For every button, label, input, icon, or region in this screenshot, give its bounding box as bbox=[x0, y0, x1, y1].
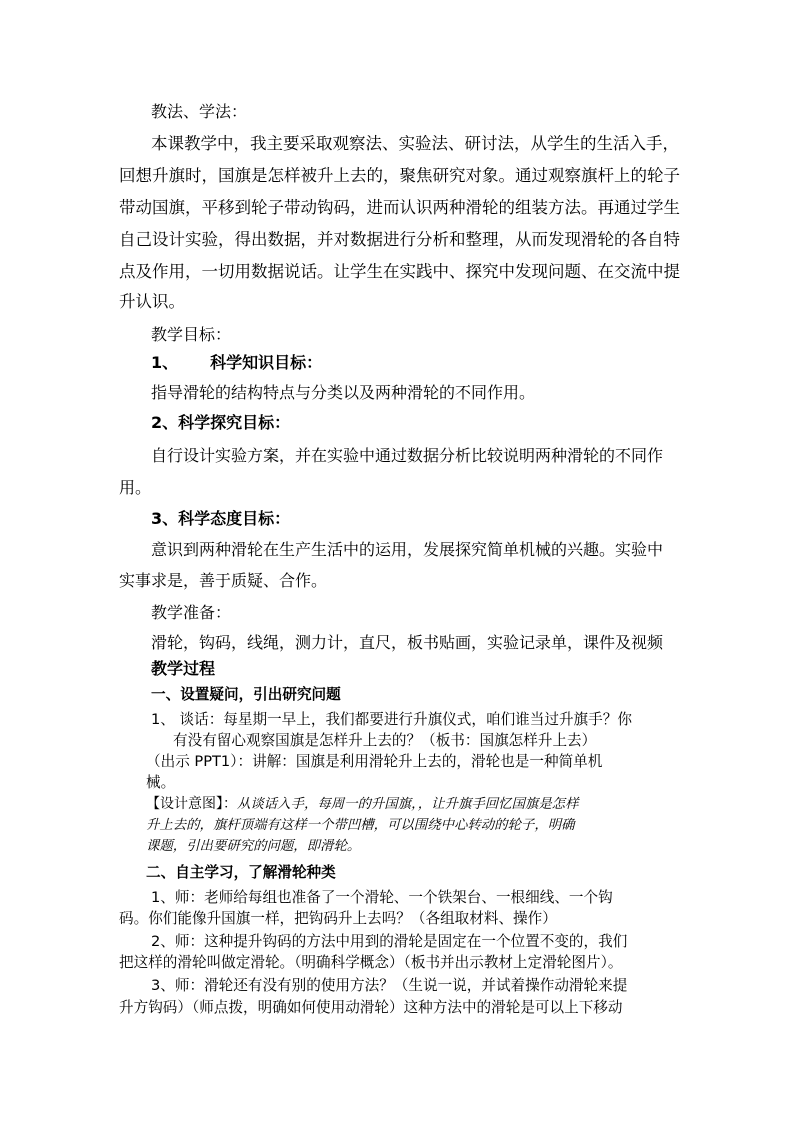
part1-line-2: 有没有留心观察国旗是怎样升上去的？（板书：国旗怎样升上去） bbox=[173, 732, 597, 749]
design-line-3: 课题，引出要研究的问题，即滑轮。 bbox=[146, 839, 361, 854]
goal1-title: 科学知识目标： bbox=[210, 353, 323, 372]
methods-line-4: 自己设计实验，得出数据，并对数据进行分析和整理，从而发现滑轮的各自特 bbox=[119, 230, 680, 249]
part1-line-1: 1、 谈话：每星期一早上，我们都要进行升旗仪式，咱们谁当过升旗手？你 bbox=[151, 711, 632, 728]
methods-line-1: 本课教学中，我主要采取观察法、实验法、研讨法，从学生的生活入手， bbox=[151, 134, 679, 153]
part2-title: 二、自主学习，了解滑轮种类 bbox=[146, 864, 336, 881]
goal2-line-2: 用。 bbox=[119, 478, 152, 497]
goal2-line-1: 自行设计实验方案，并在实验中通过数据分析比较说明两种滑轮的不同作 bbox=[151, 446, 664, 465]
goal2-title: 2、科学探究目标： bbox=[151, 413, 291, 432]
part2-line-1: 1、师：老师给每组也准备了一个滑轮、一个铁架台、一根细线、一个钩 bbox=[151, 889, 613, 906]
part2-line-4: 把这样的滑轮叫做定滑轮。（明确科学概念）（板书并出示教材上定滑轮图片）。 bbox=[119, 954, 623, 971]
part1-line-4: 械。 bbox=[146, 774, 176, 791]
methods-line-2: 回想升旗时，国旗是怎样被升上去的，聚焦研究对象。通过观察旗杆上的轮子 bbox=[119, 166, 680, 185]
design-label: 【设计意图】： bbox=[146, 796, 237, 812]
methods-line-5: 点及作用，一切用数据说话。让学生在实践中、探究中发现问题、在交流中提 bbox=[119, 262, 680, 281]
part2-line-5: 3、师：滑轮还有没有别的使用方法？（生说一说，并试着操作动滑轮来提 bbox=[151, 977, 628, 994]
methods-line-6: 升认识。 bbox=[119, 292, 185, 311]
goal1-text: 指导滑轮的结构特点与分类以及两种滑轮的不同作用。 bbox=[151, 383, 536, 402]
methods-line-3: 带动国旗，平移到轮子带动钩码，进而认识两种滑轮的组装方法。再通过学生 bbox=[119, 198, 680, 217]
part2-line-3: 2、师：这种提升钩码的方法中用到的滑轮是固定在一个位置不变的，我们 bbox=[151, 933, 628, 950]
part1-title: 一、设置疑问，引出研究问题 bbox=[151, 686, 341, 703]
goal1-heading bbox=[151, 353, 322, 373]
methods-heading: 教法、学法： bbox=[151, 102, 248, 121]
prep-text: 滑轮，钩码，线绳，测力计，直尺，板书贴画，实验记录单，课件及视频 bbox=[151, 633, 664, 652]
design-text-1: 从谈话入手，每周一的升国旗，，让升旗手回忆国旗是怎样 bbox=[237, 797, 579, 812]
design-line-1 bbox=[146, 795, 578, 814]
part1-line-3: （出示 PPT1）：讲解：国旗是利用滑轮升上去的，滑轮也是一种简单机 bbox=[146, 753, 603, 770]
prep-heading: 教学准备： bbox=[151, 603, 232, 622]
design-line-2: 升上去的，旗杆顶端有这样一个带凹槽，可以围绕中心转动的轮子，明确 bbox=[146, 818, 575, 833]
part2-line-2: 码。你们能像升国旗一样，把钩码升上去吗？（各组取材料、操作） bbox=[119, 910, 557, 927]
part2-line-6: 升方钩码）（师点拨，明确如何使用动滑轮）这种方法中的滑轮是可以上下移动 bbox=[119, 999, 623, 1016]
goal3-line-2: 实事求是，善于质疑、合作。 bbox=[119, 571, 328, 590]
goal1-number: 1、 bbox=[151, 353, 179, 372]
goal3-title: 3、科学态度目标： bbox=[151, 509, 291, 528]
goal3-line-1: 意识到两种滑轮在生产生活中的运用，发展探究简单机械的兴趣。实验中 bbox=[151, 540, 664, 559]
process-heading: 教学过程 bbox=[151, 659, 216, 678]
goals-heading: 教学目标： bbox=[151, 325, 232, 344]
